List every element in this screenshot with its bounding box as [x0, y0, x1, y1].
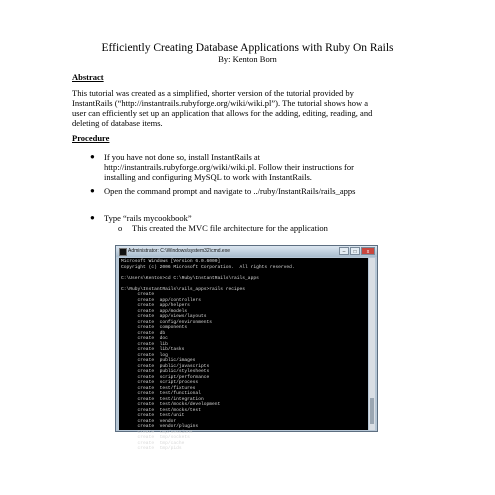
console-line: C:\Ruby\InstantRails\rails_apps>rails recipes — [121, 286, 246, 292]
console-output — [119, 258, 368, 451]
window-controls — [339, 247, 375, 255]
console-line: create tmp/pids — [121, 446, 182, 451]
console-line: create vendor/plugins — [121, 424, 199, 429]
abstract-line: deleting of database items. — [72, 118, 163, 128]
console-line: create doc — [121, 336, 168, 341]
bullet-line: installing and configuring MySQL to work with InstantRails. — [104, 172, 312, 182]
minimize-icon: – — [339, 247, 349, 255]
bullet-icon: ● — [90, 213, 95, 222]
console-line: create test/unit — [121, 413, 185, 418]
window-title: Administrator: C:\Windows\system32\cmd.exe — [128, 248, 230, 254]
scrollbar-thumb — [370, 398, 374, 424]
console-line: C:\Users\Kenton>cd C:\Ruby\InstantRails\rails_apps — [121, 275, 259, 281]
console-lines — [121, 259, 295, 452]
document-author: By: Kenton Born — [218, 54, 277, 64]
console-line: create public/stylesheets — [121, 369, 210, 374]
console-line: create log — [121, 352, 168, 358]
console-line: create test/mocks/development — [121, 402, 221, 407]
console-scrollbar — [369, 258, 375, 430]
console-line: create test/fixtures — [121, 385, 196, 391]
abstract-heading: Abstract — [72, 72, 104, 82]
console-line: create config/environments — [121, 319, 212, 325]
console-line: create app/helpers — [121, 303, 190, 308]
cmd-icon — [119, 248, 127, 256]
abstract-line: This tutorial was created as a simplified, shorter version of the tutorial provided by — [72, 88, 354, 98]
command-prompt-window — [115, 245, 378, 451]
bullet-line: If you have not done so, install InstantRails at — [104, 152, 261, 162]
close-icon: x — [361, 247, 375, 255]
sub-bullet-marker: o — [118, 223, 123, 233]
document-title: Efficiently Creating Database Applications with Ruby On Rails — [101, 42, 394, 54]
window-titlebar — [116, 246, 377, 257]
bullet-line: http://instantrails.rubyforge.org/wiki/wiki.pl. Follow their instructions for — [104, 162, 354, 172]
console-line: create public/images — [121, 358, 196, 363]
bullet-line: Type “rails mycookbook” — [104, 213, 192, 223]
procedure-heading: Procedure — [72, 133, 110, 143]
console-line: create script/process — [121, 380, 199, 385]
console-line: Microsoft Windows [Version 6.0.6000] — [121, 259, 221, 264]
console-line: create lib — [121, 341, 168, 347]
console-line: create app/views/layouts — [121, 314, 207, 319]
console-line: create app/models — [121, 308, 188, 314]
bullet-icon: ● — [90, 152, 95, 161]
console-line: create db — [121, 330, 166, 336]
console-line: create components — [121, 325, 188, 330]
maximize-icon: □ — [350, 247, 360, 255]
abstract-line: user can efficiently set up an application that allows for the adding, editing, reading, and — [72, 108, 373, 118]
console-line: create tmp/cache — [121, 440, 185, 446]
sub-bullet-text: This created the MVC file architecture for the application — [132, 223, 328, 233]
console-line: create test/functional — [121, 391, 201, 396]
console-line: create app/controllers — [121, 297, 201, 303]
console-line: create vendor — [121, 418, 177, 424]
bullet-icon: ● — [90, 186, 95, 195]
console-line: create test/integration — [121, 396, 204, 402]
console-line: create test/mocks/test — [121, 407, 201, 413]
abstract-line: InstantRails (“http://instantrails.rubyforge.org/wiki/wiki.pl”). The tutorial shows how a — [72, 98, 369, 108]
console-line: create script/performance — [121, 374, 210, 380]
console-line: create lib/tasks — [121, 347, 185, 352]
console-line: create public/javascripts — [121, 363, 210, 369]
console-line: Copyright (c) 2006 Microsoft Corporation. All rights reserved. — [121, 264, 295, 270]
bullet-line: Open the command prompt and navigate to ../ruby/InstantRails/rails_apps — [104, 186, 356, 196]
console-line: create — [121, 292, 155, 297]
console-line: create tmp/sessions — [121, 429, 193, 435]
console-line: create tmp/sockets — [121, 435, 190, 440]
